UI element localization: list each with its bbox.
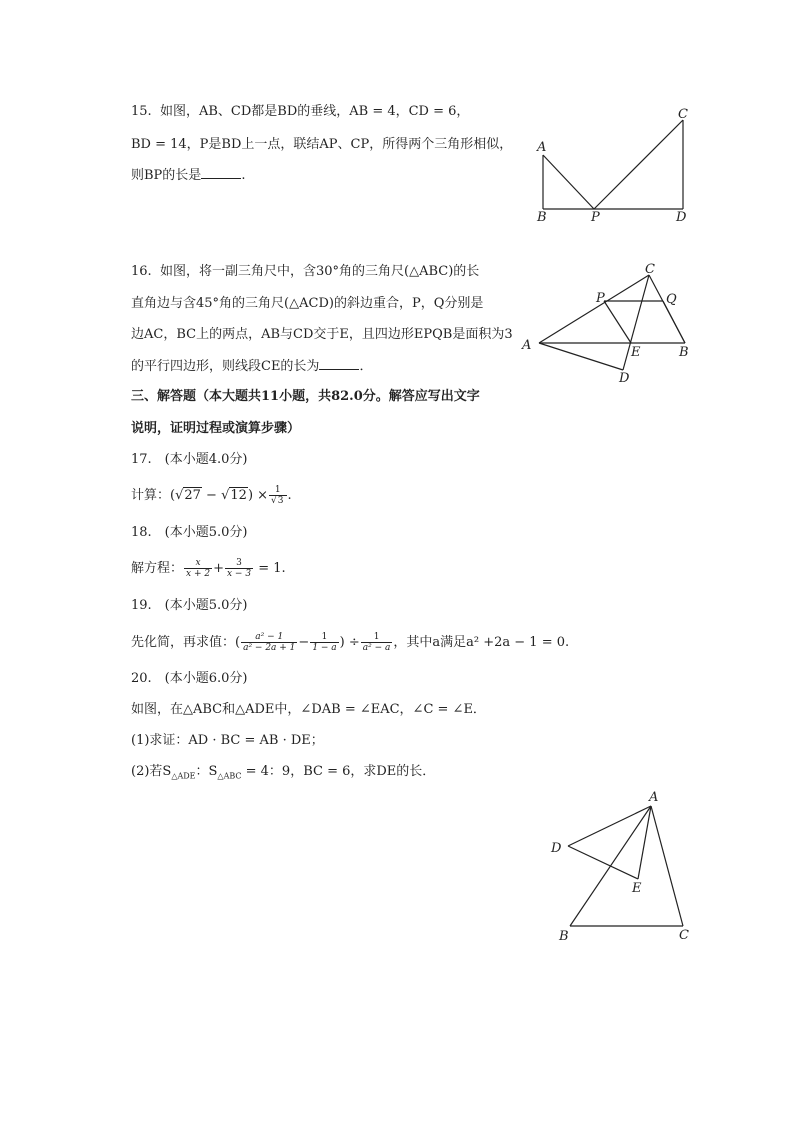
q17-fraction: $\frac{1}{√3}$ (269, 485, 286, 506)
q18-fraction-1: $\frac{x}{x + 2}$ (186, 558, 211, 579)
q16-line4-end: ． (359, 359, 373, 374)
q19-minus: − (298, 635, 310, 650)
q20-line3-a: (2)若S (131, 764, 172, 779)
q15-line3 (131, 166, 245, 185)
q16-line3: 边AC，BC上的两点，AB与CD交于E，且四边形EPQB是面积为3 (131, 327, 513, 342)
q19-fraction-2: $\frac{1}{1 - a}$ (312, 632, 337, 653)
q19-prefix: 先化简，再求值：( (131, 635, 241, 650)
q16-label-c: C (645, 262, 655, 277)
q15-line3-text: 则BP的长是 (131, 168, 202, 183)
q20-line1: 如图，在△ABC和△ADE中，∠DAB = ∠EAC，∠C = ∠E． (131, 702, 486, 717)
q15-line2: BD = 14，P是BD上一点，联结AP、CP，所得两个三角形相似， (131, 137, 513, 152)
q15-label-b: B (537, 210, 547, 225)
q20-label-b: B (559, 929, 569, 944)
q16-segment-ad (539, 343, 623, 370)
q20-segment-de (568, 846, 638, 879)
q15-number: 15. (131, 104, 152, 119)
q20-figure (548, 786, 698, 951)
q16-figure (518, 258, 698, 388)
q16-label-p: P (596, 291, 605, 306)
q17-end: . (287, 488, 292, 503)
q19-fraction-3: $\frac{1}{\text{a² − a}}$ (362, 632, 391, 653)
q20-line3-c: = 4：9，BC = 6，求DE的长． (241, 764, 436, 779)
q18-rhs: = 1. (258, 561, 286, 576)
q18-fraction-2: $\frac{3}{x - 3}$ (227, 558, 252, 579)
q16-line1 (131, 263, 479, 281)
q17-radicand-1: 27 (184, 488, 201, 503)
q17-prefix: 计算：( (131, 488, 176, 503)
q20-segment-ac (651, 806, 683, 926)
q16-line2: 直角边与含45°角的三角尺(△ACD)的斜边重合，P，Q分别是 (131, 296, 484, 311)
q16-line4-text: 的平行四边形，则线段CE的长为 (131, 359, 320, 374)
q20-sub-ade: △ADE (171, 771, 196, 781)
q20-label-e: E (632, 881, 642, 896)
q17-radicand-2: 12 (230, 488, 247, 503)
q16-label-q: Q (666, 292, 677, 307)
q20-sub-abc: △ABC (217, 771, 242, 781)
q17-header: 17. (本小题4.0分) (131, 452, 248, 467)
q15-answer-blank[interactable] (201, 166, 241, 179)
q16-label-b: B (679, 345, 689, 360)
q16-segment-qb (663, 301, 685, 343)
q17-expression (131, 485, 292, 506)
q16-number: 16. (131, 264, 152, 279)
q15-line3-end: . (241, 168, 246, 183)
q17-sqrt-1: √27 (175, 488, 201, 503)
q19-fraction-1: $\frac{\text{a² − 1}}{\text{a² − 2a + 1}}$ (243, 632, 296, 653)
q15-label-c: C (678, 107, 688, 122)
q16-text-1: 如图，将一副三角尺中，含30°角的三角尺(△ABC)的长 (159, 264, 480, 279)
q19-condition: ，其中a满足a² +2a − 1 = 0. (393, 635, 570, 650)
section3-line2: 说明，证明过程或演算步骤） (131, 421, 301, 436)
q20-line3-b: ：S (195, 764, 218, 779)
q15-figure (530, 100, 700, 230)
q20-label-d: D (551, 841, 562, 856)
q20-header: 20. (本小题6.0分) (131, 671, 248, 686)
q20-line2: (1)求证：AD · BC = AB · DE； (131, 733, 324, 748)
q16-label-a: A (522, 338, 532, 353)
q16-label-e: E (631, 345, 641, 360)
q17-minus: − (201, 488, 222, 503)
q18-plus: + (213, 561, 224, 576)
q16-answer-blank[interactable] (319, 357, 359, 370)
q19-expression (131, 632, 569, 653)
q19-header: 19. (本小题5.0分) (131, 598, 248, 613)
q18-header: 18. (本小题5.0分) (131, 525, 248, 540)
q20-segment-ae (638, 806, 651, 879)
q20-line3 (131, 763, 435, 786)
q20-label-a: A (649, 790, 659, 805)
q16-segment-pe (604, 301, 631, 343)
q16-line4 (131, 357, 372, 376)
q15-line1 (131, 103, 469, 121)
q18-equation (131, 558, 286, 579)
q15-segment-ap (543, 155, 594, 209)
q20-segment-ad (568, 806, 651, 846)
q17-sqrt-2: √12 (221, 488, 247, 503)
q19-divide: ) ÷ (339, 635, 360, 650)
q15-label-a: A (537, 140, 547, 155)
section3-line1: 三、解答题（本大题共11小题，共82.0分。解答应写出文字 (131, 389, 480, 404)
q15-text-1: 如图，AB、CD都是BD的垂线，AB = 4，CD = 6， (159, 104, 470, 119)
q16-label-d: D (619, 371, 630, 386)
q18-prefix: 解方程： (131, 561, 184, 576)
q16-segment-ac (539, 275, 649, 343)
q17-times: ) × (247, 488, 269, 503)
q15-label-d: D (676, 210, 687, 225)
q15-segment-pc (594, 120, 683, 209)
q15-label-p: P (591, 210, 600, 225)
q20-label-c: C (679, 928, 689, 943)
